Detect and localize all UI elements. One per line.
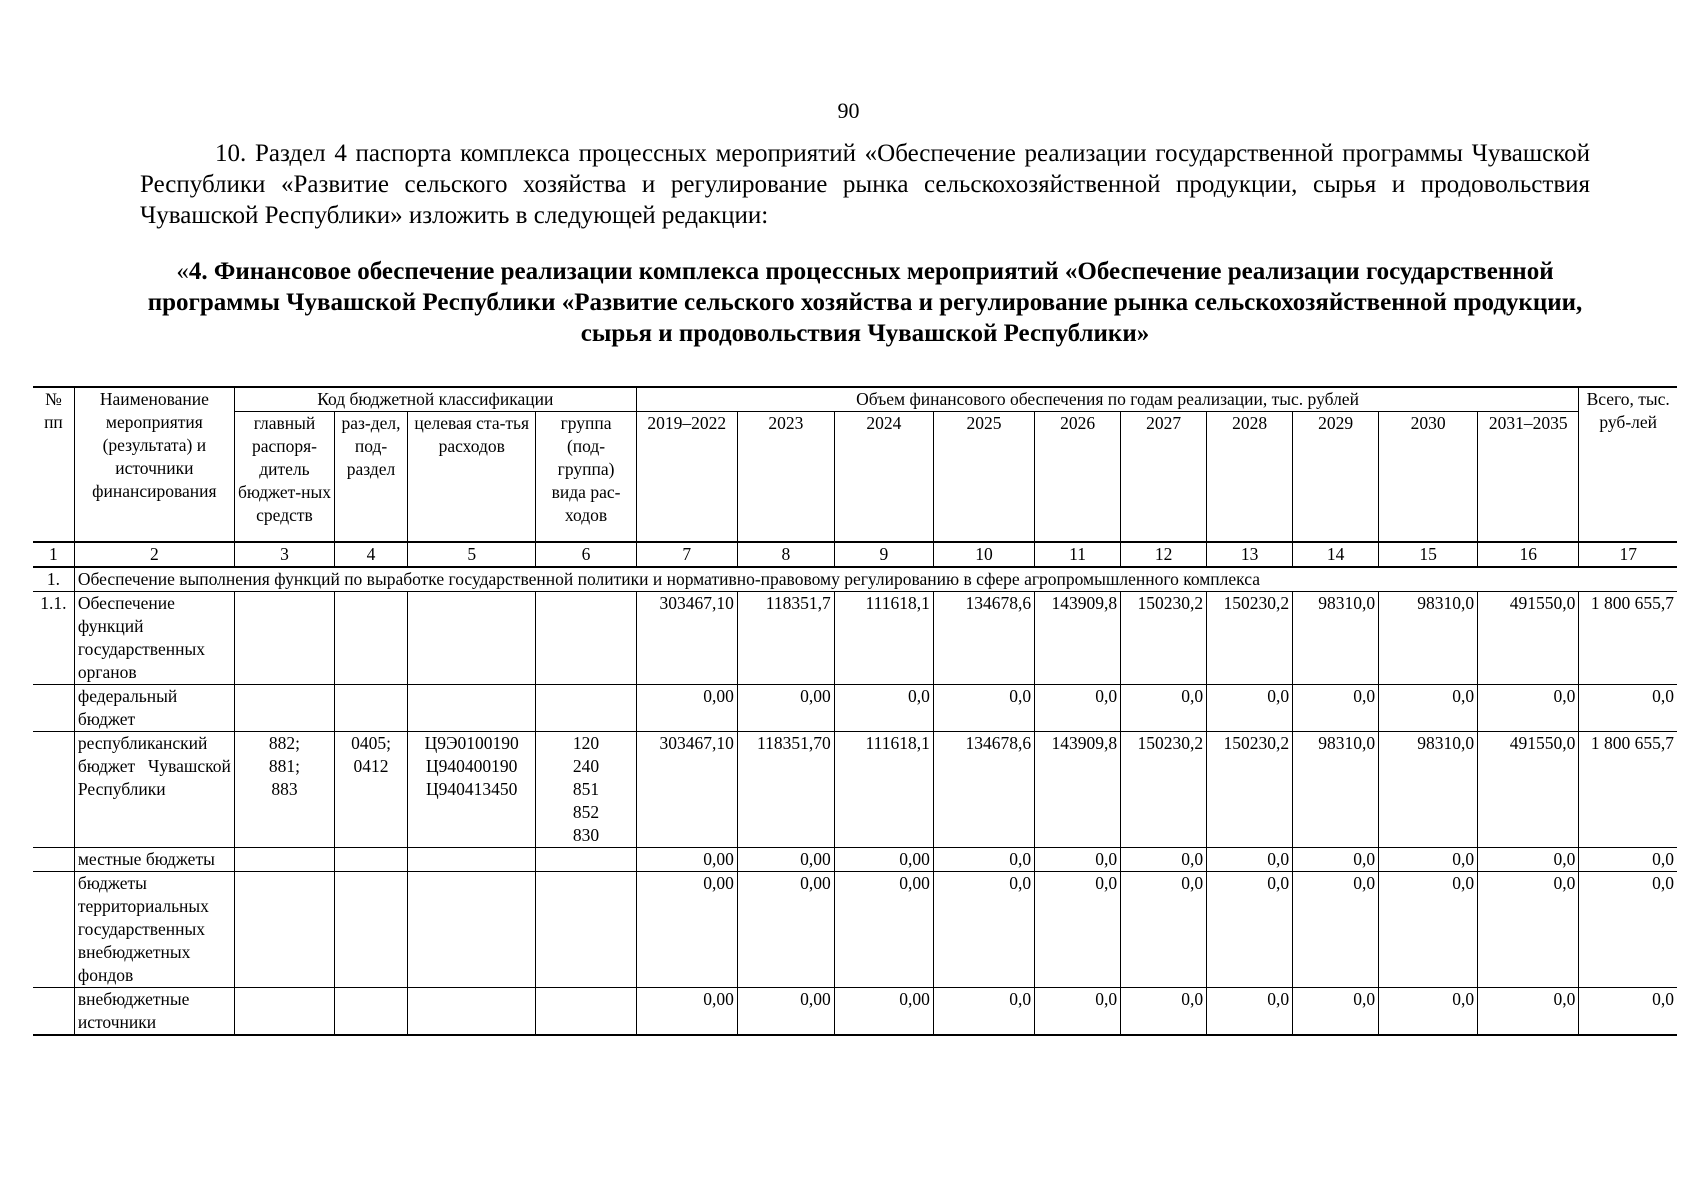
row-group <box>536 987 636 1035</box>
heading-text: 4. Финансовое обеспечение реализации комплекса процессных мероприятий «Обеспечение реализации государственной программы Чувашской Республики «Развитие сельского хозяйства и регулирование рынка сельскохозяйственной продукции, сырья и продовольствия Чувашской Республики» <box>147 258 1583 347</box>
row-number: 1.1. <box>33 591 74 684</box>
row-value: 98310,0 <box>1379 591 1478 684</box>
row-value: 0,0 <box>1035 871 1121 987</box>
row-section <box>335 871 408 987</box>
header-year: 2025 <box>933 412 1034 542</box>
column-number: 10 <box>933 542 1034 567</box>
row-target-article <box>407 871 535 987</box>
header-year: 2026 <box>1035 412 1121 542</box>
row-section <box>335 847 408 871</box>
row-value: 118351,7 <box>737 591 834 684</box>
row-value: 0,0 <box>1121 847 1207 871</box>
row-value: 134678,6 <box>933 591 1034 684</box>
row-name: Обеспечение функций государственных органов <box>74 591 234 684</box>
row-value: 0,0 <box>1207 871 1293 987</box>
row-group <box>536 684 636 731</box>
row-value: 118351,70 <box>737 731 834 847</box>
row-value: 143909,8 <box>1035 731 1121 847</box>
row-value: 150230,2 <box>1121 591 1207 684</box>
row-value: 0,0 <box>1293 871 1379 987</box>
row-value: 0,00 <box>737 987 834 1035</box>
row-target-article <box>407 684 535 731</box>
column-number: 3 <box>234 542 334 567</box>
column-number-row <box>33 542 1677 567</box>
financing-table <box>33 386 1677 1036</box>
row-value: 303467,10 <box>636 591 737 684</box>
row-name: внебюджетные источники <box>74 987 234 1035</box>
column-number: 6 <box>536 542 636 567</box>
header-row-2 <box>33 412 1677 542</box>
column-number: 14 <box>1293 542 1379 567</box>
row-value: 0,0 <box>1207 987 1293 1035</box>
column-number: 8 <box>737 542 834 567</box>
row-total: 0,0 <box>1579 987 1677 1035</box>
row-group <box>536 591 636 684</box>
header-main-manager: главный распоря-дитель бюджет-ных средств <box>234 412 334 542</box>
header-year: 2027 <box>1121 412 1207 542</box>
table-row <box>33 847 1677 871</box>
row-value: 0,0 <box>1379 847 1478 871</box>
table-row <box>33 684 1677 731</box>
row-number <box>33 684 74 731</box>
row-section <box>335 591 408 684</box>
row-value: 134678,6 <box>933 731 1034 847</box>
row-value: 0,0 <box>1478 684 1579 731</box>
column-number: 15 <box>1379 542 1478 567</box>
row-value: 0,00 <box>834 987 933 1035</box>
row-value: 98310,0 <box>1293 731 1379 847</box>
row-main-manager <box>234 847 334 871</box>
row-value: 0,00 <box>737 847 834 871</box>
row-value: 491550,0 <box>1478 591 1579 684</box>
header-year: 2024 <box>834 412 933 542</box>
row-value: 98310,0 <box>1379 731 1478 847</box>
header-row-1 <box>33 387 1677 412</box>
header-budget-code: Код бюджетной классификации <box>234 387 636 412</box>
section-row <box>33 567 1677 592</box>
row-value: 98310,0 <box>1293 591 1379 684</box>
header-section: раз-дел, под-раздел <box>335 412 408 542</box>
row-value: 0,0 <box>1379 684 1478 731</box>
header-year: 2029 <box>1293 412 1379 542</box>
row-name: республиканский бюджет Чувашской Республики <box>74 731 234 847</box>
row-value: 0,0 <box>1293 847 1379 871</box>
column-number: 7 <box>636 542 737 567</box>
table-row <box>33 871 1677 987</box>
row-name: местные бюджеты <box>74 847 234 871</box>
row-number <box>33 731 74 847</box>
column-number: 1 <box>33 542 74 567</box>
row-value: 0,00 <box>834 871 933 987</box>
row-value: 0,0 <box>1478 987 1579 1035</box>
header-year: 2031–2035 <box>1478 412 1579 542</box>
row-value: 0,0 <box>1121 871 1207 987</box>
row-value: 0,0 <box>1121 684 1207 731</box>
row-main-manager <box>234 684 334 731</box>
table-body <box>33 591 1677 1035</box>
row-total: 1 800 655,7 <box>1579 591 1677 684</box>
row-value: 0,0 <box>933 847 1034 871</box>
row-value: 0,0 <box>933 871 1034 987</box>
page-number: 90 <box>837 98 860 123</box>
row-value: 0,0 <box>1207 684 1293 731</box>
row-target-article <box>407 591 535 684</box>
row-total: 0,0 <box>1579 847 1677 871</box>
row-main-manager <box>234 591 334 684</box>
column-number: 17 <box>1579 542 1677 567</box>
row-value: 491550,0 <box>1478 731 1579 847</box>
row-group <box>536 847 636 871</box>
row-number <box>33 871 74 987</box>
row-section <box>335 684 408 731</box>
row-section: 0405; 0412 <box>335 731 408 847</box>
table-row <box>33 987 1677 1035</box>
row-value: 0,0 <box>933 684 1034 731</box>
row-value: 150230,2 <box>1207 591 1293 684</box>
intro-paragraph: 10. Раздел 4 паспорта комплекса процессных мероприятий «Обеспечение реализации государственной программы Чувашской Республики «Развитие сельского хозяйства и регулирование рынка сельскохозяйственной продукции, сырья и продовольствия Чувашской Республики» изложить в следующей редакции: <box>140 140 1590 229</box>
row-value: 0,0 <box>1035 987 1121 1035</box>
row-group: 120 240 851 852 830 <box>536 731 636 847</box>
row-name: федеральный бюджет <box>74 684 234 731</box>
header-total: Всего, тыс. руб-лей <box>1579 387 1677 542</box>
row-value: 150230,2 <box>1207 731 1293 847</box>
row-value: 0,0 <box>1379 871 1478 987</box>
header-target-article: целевая ста-тья расходов <box>407 412 535 542</box>
row-name: бюджеты территориальных государственных внебюджетных фондов <box>74 871 234 987</box>
section-title: Обеспечение выполнения функций по выработке государственной политики и нормативно-правовому регулированию в сфере агропромышленного комплекса <box>74 567 1677 592</box>
row-main-manager <box>234 871 334 987</box>
row-value: 0,00 <box>834 847 933 871</box>
row-value: 0,00 <box>737 684 834 731</box>
table-row <box>33 591 1677 684</box>
row-value: 0,0 <box>1293 684 1379 731</box>
header-name: Наименование мероприятия (результата) и источники финансирования <box>74 387 234 542</box>
heading-open-quote: « <box>176 258 189 285</box>
column-number: 4 <box>335 542 408 567</box>
header-group: группа (под-группа) вида рас-ходов <box>536 412 636 542</box>
row-value: 0,0 <box>933 987 1034 1035</box>
row-total: 0,0 <box>1579 871 1677 987</box>
header-volume: Объем финансового обеспечения по годам реализации, тыс. рублей <box>636 387 1579 412</box>
column-number: 16 <box>1478 542 1579 567</box>
row-value: 0,0 <box>1379 987 1478 1035</box>
section-number: 1. <box>33 567 74 592</box>
column-number: 12 <box>1121 542 1207 567</box>
row-value: 0,0 <box>1293 987 1379 1035</box>
column-number: 2 <box>74 542 234 567</box>
row-number <box>33 987 74 1035</box>
column-number: 9 <box>834 542 933 567</box>
row-number <box>33 847 74 871</box>
row-value: 0,0 <box>1207 847 1293 871</box>
row-value: 0,00 <box>737 871 834 987</box>
row-value: 0,00 <box>636 684 737 731</box>
column-number: 13 <box>1207 542 1293 567</box>
row-section <box>335 987 408 1035</box>
row-value: 0,0 <box>834 684 933 731</box>
row-value: 0,0 <box>1478 871 1579 987</box>
column-number: 11 <box>1035 542 1121 567</box>
row-value: 111618,1 <box>834 731 933 847</box>
row-value: 0,0 <box>1035 684 1121 731</box>
header-year: 2028 <box>1207 412 1293 542</box>
row-value: 150230,2 <box>1121 731 1207 847</box>
column-number: 5 <box>407 542 535 567</box>
row-group <box>536 871 636 987</box>
row-value: 0,0 <box>1478 847 1579 871</box>
row-value: 0,00 <box>636 847 737 871</box>
row-value: 0,00 <box>636 871 737 987</box>
row-target-article: Ц9Э0100190 Ц940400190 Ц940413450 <box>407 731 535 847</box>
row-main-manager: 882; 881; 883 <box>234 731 334 847</box>
row-value: 0,0 <box>1035 847 1121 871</box>
table-row <box>33 731 1677 847</box>
row-value: 111618,1 <box>834 591 933 684</box>
row-target-article <box>407 847 535 871</box>
header-year: 2019–2022 <box>636 412 737 542</box>
row-total: 1 800 655,7 <box>1579 731 1677 847</box>
row-main-manager <box>234 987 334 1035</box>
row-target-article <box>407 987 535 1035</box>
row-value: 0,0 <box>1121 987 1207 1035</box>
row-total: 0,0 <box>1579 684 1677 731</box>
row-value: 0,00 <box>636 987 737 1035</box>
header-year: 2023 <box>737 412 834 542</box>
header-no: № пп <box>33 387 74 542</box>
row-value: 303467,10 <box>636 731 737 847</box>
row-value: 143909,8 <box>1035 591 1121 684</box>
section-heading <box>140 256 1590 349</box>
header-year: 2030 <box>1379 412 1478 542</box>
